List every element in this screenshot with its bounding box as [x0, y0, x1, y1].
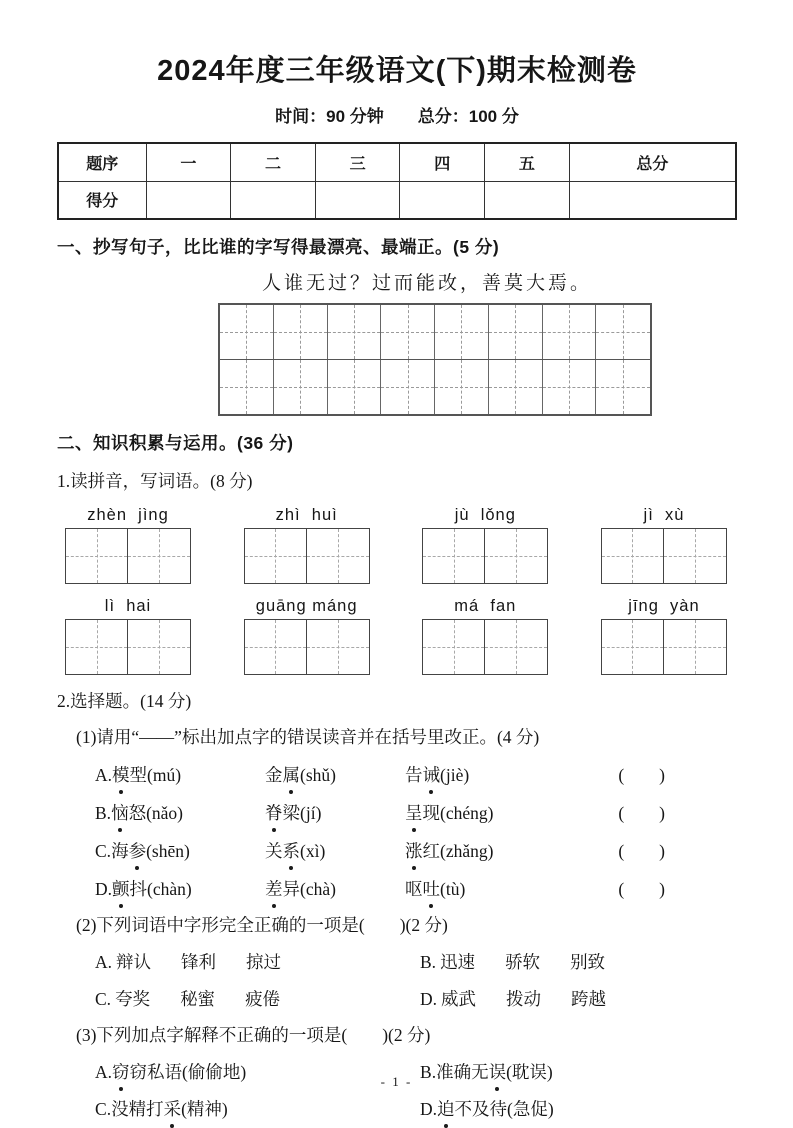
char: (	[507, 1099, 513, 1119]
char: 关	[265, 841, 283, 861]
word: 别致	[570, 952, 606, 972]
q2-rows	[57, 949, 737, 1011]
word: 夸奖	[115, 989, 151, 1009]
answer-box	[601, 528, 727, 584]
char: 怒	[128, 803, 147, 823]
answer-bracket[interactable]: ( )	[618, 879, 665, 899]
word-with-pinyin	[95, 838, 265, 863]
pinyin-rows	[57, 506, 737, 675]
word: 秘蜜	[180, 989, 216, 1009]
char: h	[158, 841, 168, 861]
char: m	[152, 765, 167, 785]
char: c	[305, 879, 314, 899]
char: (	[147, 879, 153, 899]
char: x	[305, 841, 315, 861]
char: 神	[204, 1099, 222, 1119]
word-with-pinyin	[405, 838, 618, 863]
char: ì	[314, 841, 320, 861]
score-table-score-row	[58, 181, 736, 219]
char: 属	[283, 762, 301, 787]
char: 异	[282, 879, 300, 899]
char: n	[175, 841, 184, 861]
pinyin-group	[244, 506, 370, 584]
q1-row	[57, 762, 737, 787]
char: c	[445, 803, 454, 823]
char: j	[305, 803, 311, 823]
answer-cell[interactable]	[602, 529, 664, 583]
char: 呈	[405, 800, 423, 825]
choice-option	[420, 949, 605, 974]
answer-box	[422, 528, 548, 584]
char: 准	[436, 1062, 454, 1082]
char: s	[151, 841, 159, 861]
copy-sentence: 人谁无过？过而能改，善莫大焉。	[261, 272, 592, 294]
q2-row	[57, 949, 737, 974]
word: 威武	[441, 989, 477, 1009]
char: (	[440, 841, 446, 861]
choice-option	[95, 949, 420, 974]
char: h	[312, 765, 322, 785]
score-cell[interactable]	[485, 181, 570, 219]
writing-cell[interactable]	[543, 360, 597, 414]
answer-cell[interactable]	[423, 529, 485, 583]
score-table-header-row	[58, 143, 736, 181]
score-header-cell: 四	[400, 143, 485, 181]
answer-cell[interactable]	[66, 529, 128, 583]
char: c	[152, 879, 161, 899]
char: 脊	[265, 800, 283, 825]
char: 及	[472, 1099, 490, 1119]
char: (	[300, 803, 306, 823]
writing-grid-row	[220, 305, 650, 360]
section-2-heading: 二、知识积累与运用。(36 分)	[57, 433, 294, 453]
char: 涨	[405, 838, 423, 863]
char: o	[168, 803, 178, 823]
writing-cell[interactable]	[381, 360, 435, 414]
char: (	[440, 803, 446, 823]
word: 锋利	[181, 952, 217, 972]
char: (	[181, 1099, 187, 1119]
pinyin-row	[57, 597, 737, 675]
word: 骄软	[505, 952, 541, 972]
pinyin-group	[601, 597, 727, 675]
char: 模	[112, 762, 130, 787]
char: g	[478, 841, 488, 861]
answer-box	[244, 528, 370, 584]
score-cell[interactable]	[315, 181, 400, 219]
char: 待	[489, 1099, 508, 1119]
writing-cell[interactable]	[489, 360, 543, 414]
answer-cell[interactable]	[485, 529, 547, 583]
pinyin-group	[65, 506, 191, 584]
char: (	[182, 1062, 188, 1082]
char: h	[453, 841, 463, 861]
char: j	[445, 765, 451, 785]
char: 金	[265, 765, 283, 785]
char: 私	[147, 1062, 165, 1082]
char: 没	[111, 1099, 129, 1119]
score-header-cell: 总分	[569, 143, 736, 181]
char: 采	[164, 1096, 182, 1121]
char: 窃	[129, 1062, 148, 1082]
char: 确	[453, 1062, 472, 1082]
pinyin-label: guāng máng	[255, 597, 358, 615]
pinyin-label: jì xù	[643, 506, 685, 524]
choice-option	[420, 986, 606, 1011]
char: n	[470, 841, 479, 861]
char: )	[487, 841, 494, 861]
pinyin-label: lì hai	[104, 597, 152, 615]
char: (	[147, 765, 153, 785]
q2-row	[57, 986, 737, 1011]
char: h	[453, 803, 463, 823]
answer-box	[601, 619, 727, 675]
char: 窃	[112, 1059, 130, 1084]
writing-cell[interactable]	[274, 305, 328, 359]
char: 参	[129, 838, 147, 863]
answer-bracket[interactable]: ( )	[618, 803, 665, 823]
answer-box	[422, 619, 548, 675]
char: )	[463, 765, 470, 785]
score-header-cell: 一	[146, 143, 231, 181]
char: 现	[422, 803, 440, 823]
pinyin-label: jīng yàn	[628, 597, 700, 615]
char: h	[160, 879, 170, 899]
pinyin-group	[65, 597, 191, 675]
pinyin-label: jù lǒng	[454, 506, 516, 524]
pinyin-group	[422, 506, 548, 584]
word-with-pinyin	[265, 838, 405, 863]
writing-grid-row	[220, 360, 650, 414]
char: g	[478, 803, 488, 823]
word: 掠过	[246, 952, 282, 972]
writing-cell[interactable]	[381, 305, 435, 359]
word-with-pinyin	[95, 762, 265, 787]
char: h	[313, 879, 323, 899]
answer-bracket[interactable]: ( )	[618, 765, 665, 785]
char: 不	[454, 1099, 473, 1119]
option-label: D.	[420, 989, 438, 1009]
item-2-label: 2.选择题。(14 分)	[57, 691, 192, 711]
word: 迅速	[440, 952, 476, 972]
score-cell[interactable]	[569, 181, 736, 219]
char: ǎ	[462, 841, 471, 861]
answer-cell[interactable]	[664, 620, 726, 674]
word: 拨动	[506, 989, 542, 1009]
char: n	[151, 803, 161, 823]
q1-prompt: (1)请用“——”标出加点字的错误读音并在括号里改正。(4 分)	[76, 727, 540, 747]
char: )	[185, 879, 192, 899]
char: 差	[265, 876, 283, 901]
word-with-pinyin	[265, 800, 405, 825]
pinyin-group	[422, 597, 548, 675]
option-label: C.	[95, 989, 112, 1009]
char: )	[487, 803, 494, 823]
writing-cell[interactable]	[328, 305, 382, 359]
q3-prompt: (3)下列加点字解释不正确的一项是( )(2 分)	[76, 1025, 431, 1045]
option-label: A.	[95, 765, 113, 785]
char: 精	[128, 1099, 147, 1119]
char: C	[95, 1099, 107, 1119]
char: )	[319, 841, 326, 861]
answer-box	[65, 528, 191, 584]
answer-cell[interactable]	[423, 620, 485, 674]
char: D	[420, 1099, 433, 1119]
char: 海	[111, 841, 129, 861]
answer-box	[65, 619, 191, 675]
item-1-label: 1.读拼音，写词语。(8 分)	[57, 471, 253, 491]
char: .	[431, 1062, 437, 1082]
writing-grid	[218, 303, 652, 416]
score-row-label: 得分	[58, 181, 146, 219]
char: i	[450, 765, 456, 785]
writing-cell[interactable]	[489, 305, 543, 359]
answer-bracket[interactable]: ( )	[618, 841, 665, 861]
answer-cell[interactable]	[245, 620, 307, 674]
word-with-pinyin	[265, 876, 405, 901]
char: n	[177, 879, 186, 899]
option-label: C.	[95, 841, 112, 861]
char: )	[240, 1062, 247, 1082]
answer-box	[244, 619, 370, 675]
char: è	[455, 765, 464, 785]
char: (	[440, 765, 446, 785]
char: é	[462, 803, 471, 823]
char: (	[506, 1062, 512, 1082]
char: 诫	[423, 762, 441, 787]
q1-row	[57, 838, 737, 863]
choice-option	[95, 986, 420, 1011]
choice-option	[95, 1096, 420, 1121]
char: (	[300, 765, 306, 785]
char: 急	[512, 1099, 531, 1119]
answer-cell[interactable]	[66, 620, 128, 674]
char: z	[445, 841, 454, 861]
word-with-pinyin	[95, 876, 265, 901]
score-table	[57, 142, 737, 220]
char: ù	[450, 879, 460, 899]
char: ú	[166, 765, 176, 785]
char: 型	[129, 765, 148, 785]
char: à	[322, 879, 331, 899]
word: 疲倦	[245, 989, 281, 1009]
char: 呕	[405, 879, 423, 899]
q1-row	[57, 800, 737, 825]
char: .	[106, 1099, 112, 1119]
answer-cell[interactable]	[307, 620, 369, 674]
answer-cell[interactable]	[245, 529, 307, 583]
word: 跨越	[571, 989, 607, 1009]
word-with-pinyin	[405, 762, 618, 787]
char: 吐	[423, 876, 441, 901]
score-cell[interactable]	[146, 181, 231, 219]
writing-cell[interactable]	[220, 305, 274, 359]
char: 告	[405, 765, 423, 785]
answer-cell[interactable]	[128, 529, 190, 583]
score-header-cell: 二	[231, 143, 316, 181]
char: B	[420, 1062, 432, 1082]
word-with-pinyin	[405, 876, 618, 901]
char: 语	[164, 1062, 183, 1082]
char: 迫	[437, 1096, 455, 1121]
answer-cell[interactable]	[128, 620, 190, 674]
char: 无	[471, 1062, 489, 1082]
char: í	[310, 803, 316, 823]
char: 打	[146, 1099, 164, 1119]
word-with-pinyin	[95, 800, 265, 825]
char: )	[177, 803, 183, 823]
option-label: A.	[95, 952, 113, 972]
char: )	[546, 1062, 553, 1082]
option-label: B.	[420, 952, 437, 972]
char: )	[547, 1099, 554, 1119]
pinyin-label: má fan	[454, 597, 517, 615]
char: 误	[489, 1059, 507, 1084]
char: (	[146, 803, 152, 823]
score-header-cell: 三	[315, 143, 400, 181]
page-title: 2024年度三年级语文(下)期末检测卷	[157, 55, 637, 87]
char: ē	[167, 841, 176, 861]
pinyin-group	[601, 506, 727, 584]
writing-cell[interactable]	[596, 360, 650, 414]
char: )	[330, 879, 336, 899]
char: A	[95, 1062, 108, 1082]
char: )	[175, 765, 182, 785]
char: 系	[283, 838, 301, 863]
char: ǎ	[160, 803, 169, 823]
score-header-cell: 题序	[58, 143, 146, 181]
q1-rows	[57, 762, 737, 901]
score-cell[interactable]	[400, 181, 485, 219]
answer-cell[interactable]	[664, 529, 726, 583]
writing-cell[interactable]	[596, 305, 650, 359]
char: ǔ	[321, 765, 331, 785]
char: (	[300, 841, 306, 861]
char: 梁	[282, 803, 300, 823]
writing-cell[interactable]	[543, 305, 597, 359]
score-cell[interactable]	[231, 181, 316, 219]
char: 偷	[205, 1062, 223, 1082]
writing-cell[interactable]	[328, 360, 382, 414]
q3-row	[57, 1096, 737, 1121]
char: )	[330, 765, 336, 785]
writing-cell[interactable]	[220, 360, 274, 414]
answer-cell[interactable]	[307, 529, 369, 583]
writing-cell[interactable]	[274, 360, 328, 414]
word: 辩认	[116, 952, 152, 972]
word-with-pinyin	[405, 800, 618, 825]
answer-cell[interactable]	[602, 620, 664, 674]
option-label: B.	[95, 803, 112, 823]
char: )	[459, 879, 466, 899]
char: (	[440, 879, 446, 899]
char: )	[221, 1099, 228, 1119]
char: 耽	[511, 1062, 530, 1082]
answer-cell[interactable]	[485, 620, 547, 674]
char: 颤	[112, 876, 130, 901]
char: 偷	[187, 1062, 206, 1082]
char: 误	[529, 1062, 547, 1082]
page-number: - 1 -	[380, 1074, 413, 1089]
char: n	[470, 803, 479, 823]
pinyin-label: zhèn jìng	[87, 506, 169, 524]
q1-row	[57, 876, 737, 901]
q2-prompt: (2)下列词语中字形完全正确的一项是( )(2 分)	[76, 915, 448, 935]
exam-meta: 时间：90 分钟 总分：100 分	[275, 107, 519, 126]
char: 抖	[129, 879, 148, 899]
char: à	[169, 879, 178, 899]
choice-option	[420, 1096, 554, 1121]
char: t	[445, 879, 451, 899]
pinyin-group	[244, 597, 370, 675]
pinyin-label: zhì huì	[275, 506, 338, 524]
char: 地	[222, 1062, 241, 1082]
writing-cell[interactable]	[435, 360, 489, 414]
char: s	[305, 765, 313, 785]
char: .	[107, 1062, 113, 1082]
word-with-pinyin	[265, 762, 405, 787]
pinyin-row	[57, 506, 737, 584]
char: (	[300, 879, 306, 899]
char: 红	[422, 841, 440, 861]
option-label: D.	[95, 879, 113, 899]
char: )	[315, 803, 322, 823]
score-header-cell: 五	[485, 143, 570, 181]
section-1-heading: 一、抄写句子，比比谁的字写得最漂亮、最端正。(5 分)	[57, 237, 500, 257]
char: 恼	[111, 800, 129, 825]
char: 促	[530, 1099, 548, 1119]
char: .	[432, 1099, 438, 1119]
q3-rows	[57, 1059, 737, 1121]
char: 精	[186, 1099, 205, 1119]
char: )	[183, 841, 190, 861]
char: (	[146, 841, 152, 861]
writing-cell[interactable]	[435, 305, 489, 359]
